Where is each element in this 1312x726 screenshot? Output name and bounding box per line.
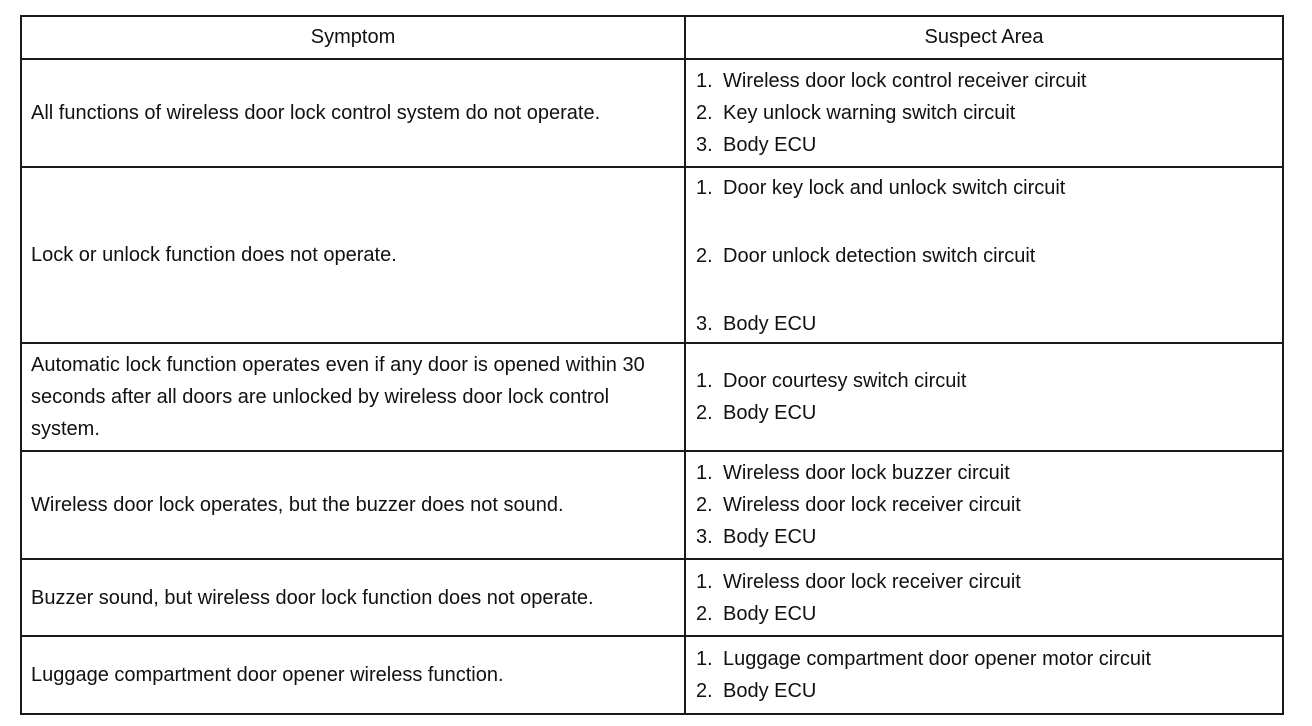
item-text: Wireless door lock control receiver circuit <box>723 70 1087 92</box>
item-text: Wireless door lock receiver circuit <box>723 570 1021 593</box>
list-item <box>696 397 1272 429</box>
suspect-area-list <box>696 168 1272 342</box>
item-number: 3. <box>696 134 713 156</box>
item-text: Body ECU <box>723 526 817 548</box>
symptom-cell: Lock or unlock function does not operate. <box>21 167 685 343</box>
symptom-column-header: Symptom <box>21 16 685 59</box>
list-item <box>696 675 1272 707</box>
table-row <box>21 451 1283 559</box>
item-text: Door courtesy switch circuit <box>723 370 967 392</box>
item-number: 2. <box>696 602 713 625</box>
item-number: 1. <box>696 648 713 670</box>
suspect-area-column-header: Suspect Area <box>685 16 1283 59</box>
suspect-area-cell <box>685 636 1283 714</box>
list-item <box>696 129 1272 161</box>
list-item <box>696 566 1272 598</box>
suspect-area-list <box>696 60 1272 166</box>
list-item <box>696 308 1272 340</box>
list-item <box>696 457 1272 489</box>
item-text: Key unlock warning switch circuit <box>723 102 1016 124</box>
suspect-area-list <box>696 344 1272 450</box>
list-item <box>696 598 1272 630</box>
item-text: Door unlock detection switch circuit <box>723 245 1036 267</box>
table-row <box>21 343 1283 451</box>
table-row <box>21 636 1283 714</box>
item-text: Body ECU <box>723 602 817 625</box>
list-item <box>696 97 1272 129</box>
item-text: Body ECU <box>723 134 817 156</box>
item-number: 1. <box>696 462 713 484</box>
item-number: 1. <box>696 70 713 92</box>
item-number: 1. <box>696 177 713 199</box>
item-number: 2. <box>696 245 713 267</box>
item-number: 2. <box>696 102 713 124</box>
list-item <box>696 172 1272 204</box>
symptom-cell: Buzzer sound, but wireless door lock function does not operate. <box>21 559 685 636</box>
suspect-area-cell <box>685 343 1283 451</box>
item-text: Wireless door lock buzzer circuit <box>723 462 1010 484</box>
symptom-table <box>20 15 1284 715</box>
item-text: Luggage compartment door opener motor circuit <box>723 648 1152 670</box>
list-item <box>696 65 1272 97</box>
suspect-area-cell <box>685 559 1283 636</box>
table-row <box>21 59 1283 167</box>
table-row <box>21 559 1283 636</box>
suspect-area-cell <box>685 59 1283 167</box>
item-text: Body ECU <box>723 402 817 424</box>
item-text: Body ECU <box>723 680 817 702</box>
suspect-area-cell <box>685 167 1283 343</box>
suspect-area-cell <box>685 451 1283 559</box>
item-number: 3. <box>696 313 713 335</box>
suspect-area-list <box>696 452 1272 558</box>
list-item <box>696 521 1272 553</box>
symptom-cell: Automatic lock function operates even if any door is opened within 30 seconds after all doors are unlocked by wireless door lock control system. <box>21 343 685 451</box>
list-item <box>696 489 1272 521</box>
symptom-cell: All functions of wireless door lock control system do not operate. <box>21 59 685 167</box>
item-number: 2. <box>696 680 713 702</box>
table-row <box>21 167 1283 343</box>
item-number: 3. <box>696 526 713 548</box>
symptom-cell: Luggage compartment door opener wireless function. <box>21 636 685 714</box>
suspect-area-list <box>696 560 1272 635</box>
item-number: 2. <box>696 402 713 424</box>
list-item <box>696 240 1272 272</box>
item-number: 1. <box>696 370 713 392</box>
troubleshooting-sheet <box>20 15 1282 711</box>
table-header-row <box>21 16 1283 59</box>
item-text: Wireless door lock receiver circuit <box>723 494 1021 516</box>
symptom-cell: Wireless door lock operates, but the buzzer does not sound. <box>21 451 685 559</box>
list-item <box>696 643 1272 675</box>
suspect-area-list <box>696 637 1272 713</box>
item-number: 2. <box>696 494 713 516</box>
item-text: Body ECU <box>723 313 817 335</box>
item-text: Door key lock and unlock switch circuit <box>723 177 1066 199</box>
list-item <box>696 365 1272 397</box>
item-number: 1. <box>696 570 713 593</box>
